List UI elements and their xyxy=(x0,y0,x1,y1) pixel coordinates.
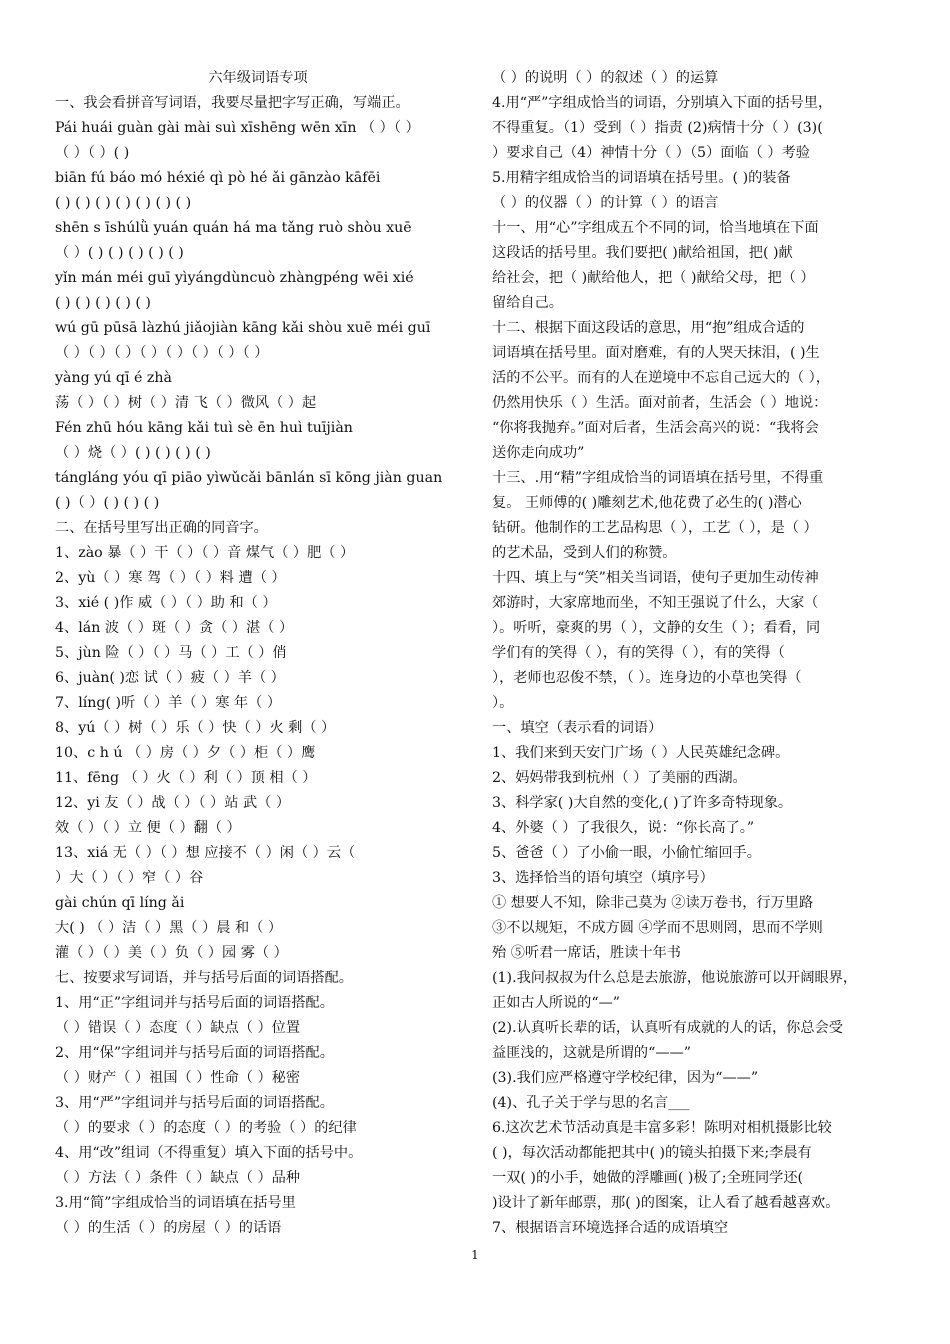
text-line: ）。听听，豪爽的男（ ），文静的女生（ ）；看看，同 xyxy=(492,620,821,636)
text-line: 4、用“改”组词（不得重复）填入下面的括号中。 xyxy=(55,1145,363,1161)
text-line: (2).认真听长辈的话，认真听有成就的人的话，你总会受 xyxy=(492,1020,843,1036)
text-line: ）。 xyxy=(492,695,514,711)
text-line: Fén zhū hóu kāng kǎi tuì sè ēn huì tuījiàn xyxy=(55,420,353,436)
text-line: 给社会，把（ )献给他人，把（ )献给父母，把（ ） xyxy=(492,270,815,286)
text-line: 12、yi 友（ ）战（ ）（ ）站 武（ ） xyxy=(55,795,291,811)
text-line: （ ）财产（ ）祖国（ ）性命（ ）秘密 xyxy=(55,1070,301,1086)
text-line: 二、在括号里写出正确的同音字。 xyxy=(55,520,268,536)
text-line: （ ）烧（ ）( ) ( ) ( ) ( ) xyxy=(55,445,211,461)
text-line: （ ）的要求（ ）的态度（ ）的考验（ ）的纪律 xyxy=(55,1120,357,1136)
text-line: ）要求自己（4）神情十分（ ）（5）面临（ ）考验 xyxy=(492,145,810,161)
text-line: ( )，每次活动都能把其中( )的镜头拍摄下来;李晨有 xyxy=(492,1145,812,1161)
text-line: Pái huái guàn gài mài suì xīshēng wēn xīn （ ）（ ） xyxy=(55,120,420,136)
text-line: ③不以规矩，不成方圆 ④学而不思则罔，思而不学则 xyxy=(492,920,823,936)
text-line: 3、xié ( )作 威（ ）（ ）助 和（ ） xyxy=(55,595,277,611)
text-line: )设计了新年邮票，那( )的图案，让人看了越看越喜欢。 xyxy=(492,1195,840,1211)
text-line: 1、我们来到天安门广场（ ）人民英雄纪念碑。 xyxy=(492,745,790,761)
page-number: 1 xyxy=(471,1248,479,1262)
text-line: 十四、填上与“笑”相关当词语，使句子更加生动传神 xyxy=(492,570,819,586)
text-line: （ ）的仪器（ ）的计算（ ）的语言 xyxy=(492,195,719,211)
text-line: 1、用“正”字组词并与括号后面的词语搭配。 xyxy=(55,995,334,1011)
text-line: （ ）的生活（ ）的房屋（ ）的话语 xyxy=(55,1220,282,1236)
text-line: 活的不公平。而有的人在逆境中不忘自己远大的（ ）， xyxy=(492,370,830,386)
text-line: biān fú báo mó héxié qì pò hé ǎi gānzào kāfēi xyxy=(55,170,381,186)
text-line: 殆 ⑤听君一席话，胜读十年书 xyxy=(492,945,681,961)
text-line: 学们有的笑得（ ），有的笑得（ ），有的笑得（ xyxy=(492,645,785,661)
text-line: 一、填空（表示看的词语） xyxy=(492,720,663,736)
text-line: 一、我会看拼音写词语，我要尽量把字写正确，写端正。 xyxy=(55,95,410,111)
text-line: （ ）( ) ( ) ( ) ( ) ( ) xyxy=(55,245,184,261)
text-line: 效（ ）（ ）立 便（ ）翻（ ） xyxy=(55,820,241,836)
text-line: （ ）（ ）( ) xyxy=(55,145,130,161)
text-line: 一双( )的小手，她做的浮雕画( )极了;全班同学还( xyxy=(492,1170,804,1186)
text-line: 大( ) （ ）洁（ ）黑（ ）晨 和（ ） xyxy=(55,920,283,936)
text-line: gài chún qī líng ǎi xyxy=(55,895,185,911)
text-line: 1、zào 暴（ ）干（ ）（ ）音 煤气（ ）肥（ ） xyxy=(55,545,355,561)
text-line: 13、xiá 无（ ）（ ）想 应接不（ ）闲（ ）云（ xyxy=(55,845,356,861)
text-line: 2、妈妈带我到杭州（ ）了美丽的西湖。 xyxy=(492,770,747,786)
text-line: (3).我们应严格遵守学校纪律，因为“——” xyxy=(492,1070,759,1086)
text-line: 郊游时，大家席地而坐，不知王强说了什么，大家（ xyxy=(492,595,819,611)
text-line: 5、爸爸（ ）了小偷一眼，小偷忙缩回手。 xyxy=(492,845,761,861)
text-line: 8、yú（ ）树（ ）乐（ ）快（ ）火 剩（ ） xyxy=(55,720,336,736)
text-line: 10、c h ú （ ）房（ ）夕（ ）柜（ ）鹰 xyxy=(55,745,316,761)
text-line: （ ）（ ）（ ）（ ）（ ）（ ）（ ）（ ） xyxy=(55,345,269,361)
text-line: 4.用“严”字组成恰当的词语，分别填入下面的括号里， xyxy=(492,95,833,111)
text-line: 4、lán 波（ ）斑（ ）贪（ ）湛（ ） xyxy=(55,620,294,636)
right-column xyxy=(492,66,902,1241)
text-line: ）大（ ）（ ）窄（ ）谷 xyxy=(55,870,204,886)
text-line: yǐn mán méi guī yìyángdùncuò zhàngpéng wēi xié xyxy=(55,270,414,286)
text-line: yàng yú qī é zhà xyxy=(55,370,172,386)
text-line: 6.这次艺术节活动真是丰富多彩！陈明对相机摄影比较 xyxy=(492,1120,832,1136)
text-line: 3、科学家( )大自然的变化,( )了许多奇特现象。 xyxy=(492,795,793,811)
text-line: （ ）方法（ ）条件（ ）缺点（ ）品种 xyxy=(55,1170,301,1186)
text-line: 灌（ ）（ ）美（ ）负（ ）园 雾（ ） xyxy=(55,945,288,961)
text-line: (4)、孔子关于学与思的名言___ xyxy=(492,1095,690,1111)
text-line: （ ）错误（ ）态度（ ）缺点（ ）位置 xyxy=(55,1020,301,1036)
text-line: 7、líng( )听（ ）羊（ ）寒 年（ ） xyxy=(55,695,282,711)
text-line: 钻研。他制作的工艺品构思（ ），工艺（ ），是（ ） xyxy=(492,520,818,536)
text-line: （ ）的说明（ ）的叙述（ ）的运算 xyxy=(492,70,719,86)
text-line: 2、用“保”字组词并与括号后面的词语搭配。 xyxy=(55,1045,334,1061)
right-column-lines xyxy=(492,66,902,1241)
text-line: 11、fēng （ ）火（ ）利（ ）顶 相（ ） xyxy=(55,770,317,786)
left-column-lines xyxy=(55,91,461,1241)
text-line: 不得重复。（1）受到（ ）指责 (2)病情十分（ ）(3)( xyxy=(492,120,823,136)
text-line: 7、根据语言环境选择合适的成语填空 xyxy=(492,1220,729,1236)
text-line: 3、选择恰当的语句填空（填序号） xyxy=(492,870,714,886)
text-line: 3、用“严”字组词并与括号后面的词语搭配。 xyxy=(55,1095,334,1111)
text-line: 七、按要求写词语，并与括号后面的词语搭配。 xyxy=(55,970,353,986)
text-line: 正如古人所说的“—” xyxy=(492,995,621,1011)
text-line: ( ) ( ) ( ) ( ) ( ) xyxy=(55,295,151,311)
text-line: 这段话的括号里。我们要把( )献给祖国，把( )献 xyxy=(492,245,793,261)
text-line: ( )（ ）( ) ( ) ( ) xyxy=(55,495,160,511)
text-line: 的艺术品，受到人们的称赞。 xyxy=(492,545,677,561)
text-line: tángláng yóu qī piāo yìwǔcǎi bānlán sī kōng jiàn guan xyxy=(55,470,443,486)
text-line: 复。 王师傅的( )雕刻艺术,他花费了必生的( )潜心 xyxy=(492,495,802,511)
text-line: (1).我问叔叔为什么总是去旅游，他说旅游可以开阔眼界， xyxy=(492,970,858,986)
text-line: 3.用“简”字组成恰当的词语填在括号里 xyxy=(55,1195,296,1211)
text-line: “你将我抛弃。”面对后者，生活会高兴的说：“我将会 xyxy=(492,420,819,436)
text-line: ( ) ( ) ( ) ( ) ( ) ( ) ( ) xyxy=(55,195,192,211)
text-line: wú gū pūsā làzhú jiǎojiàn kāng kǎi shòu xuē méi guī xyxy=(55,320,431,336)
left-column xyxy=(55,66,461,1241)
text-line: shēn s īshúlǜ yuán quán há ma tǎng ruò shòu xuē xyxy=(55,220,412,236)
text-line: 十二、根据下面这段话的意思，用“抱”组成合适的 xyxy=(492,320,805,336)
text-line: 十一、用“心”字组成五个不同的词，恰当地填在下面 xyxy=(492,220,819,236)
text-line: 5、jùn 险（ ）（ ）马（ ）工（ ）俏 xyxy=(55,645,287,661)
document-title: 六年级词语专项 xyxy=(208,70,308,86)
text-line: 2、yù（ ）寒 驾（ ）（ ）料 遭（ ） xyxy=(55,570,286,586)
text-line: 送你走向成功” xyxy=(492,445,585,461)
text-line: 6、juàn( )恋 试（ ）疲（ ）羊（ ） xyxy=(55,670,285,686)
text-line: ① 想要人不知，除非己莫为 ②读万卷书，行万里路 xyxy=(492,895,814,911)
text-line: 词语填在括号里。面对磨难，有的人哭天抹泪，( )生 xyxy=(492,345,820,361)
text-line: ），老师也忍俊不禁，（ ）。连身边的小草也笑得（ xyxy=(492,670,802,686)
text-line: 留给自己。 xyxy=(492,295,563,311)
text-line: 益匪浅的，这就是所谓的“——” xyxy=(492,1045,691,1061)
text-line: 5.用精字组成恰当的词语填在括号里。( )的装备 xyxy=(492,170,791,186)
text-line: 荡（ ）（ ）树（ ）清 飞（ ）微风（ ）起 xyxy=(55,395,317,411)
text-line: 十三、.用“精”字组成恰当的词语填在括号里，不得重 xyxy=(492,470,824,486)
text-line: 4、外婆（ ）了我很久，说：“你长高了。” xyxy=(492,820,755,836)
text-line: 仍然用快乐（ ）生活。面对前者，生活会（ ）地说： xyxy=(492,395,828,411)
